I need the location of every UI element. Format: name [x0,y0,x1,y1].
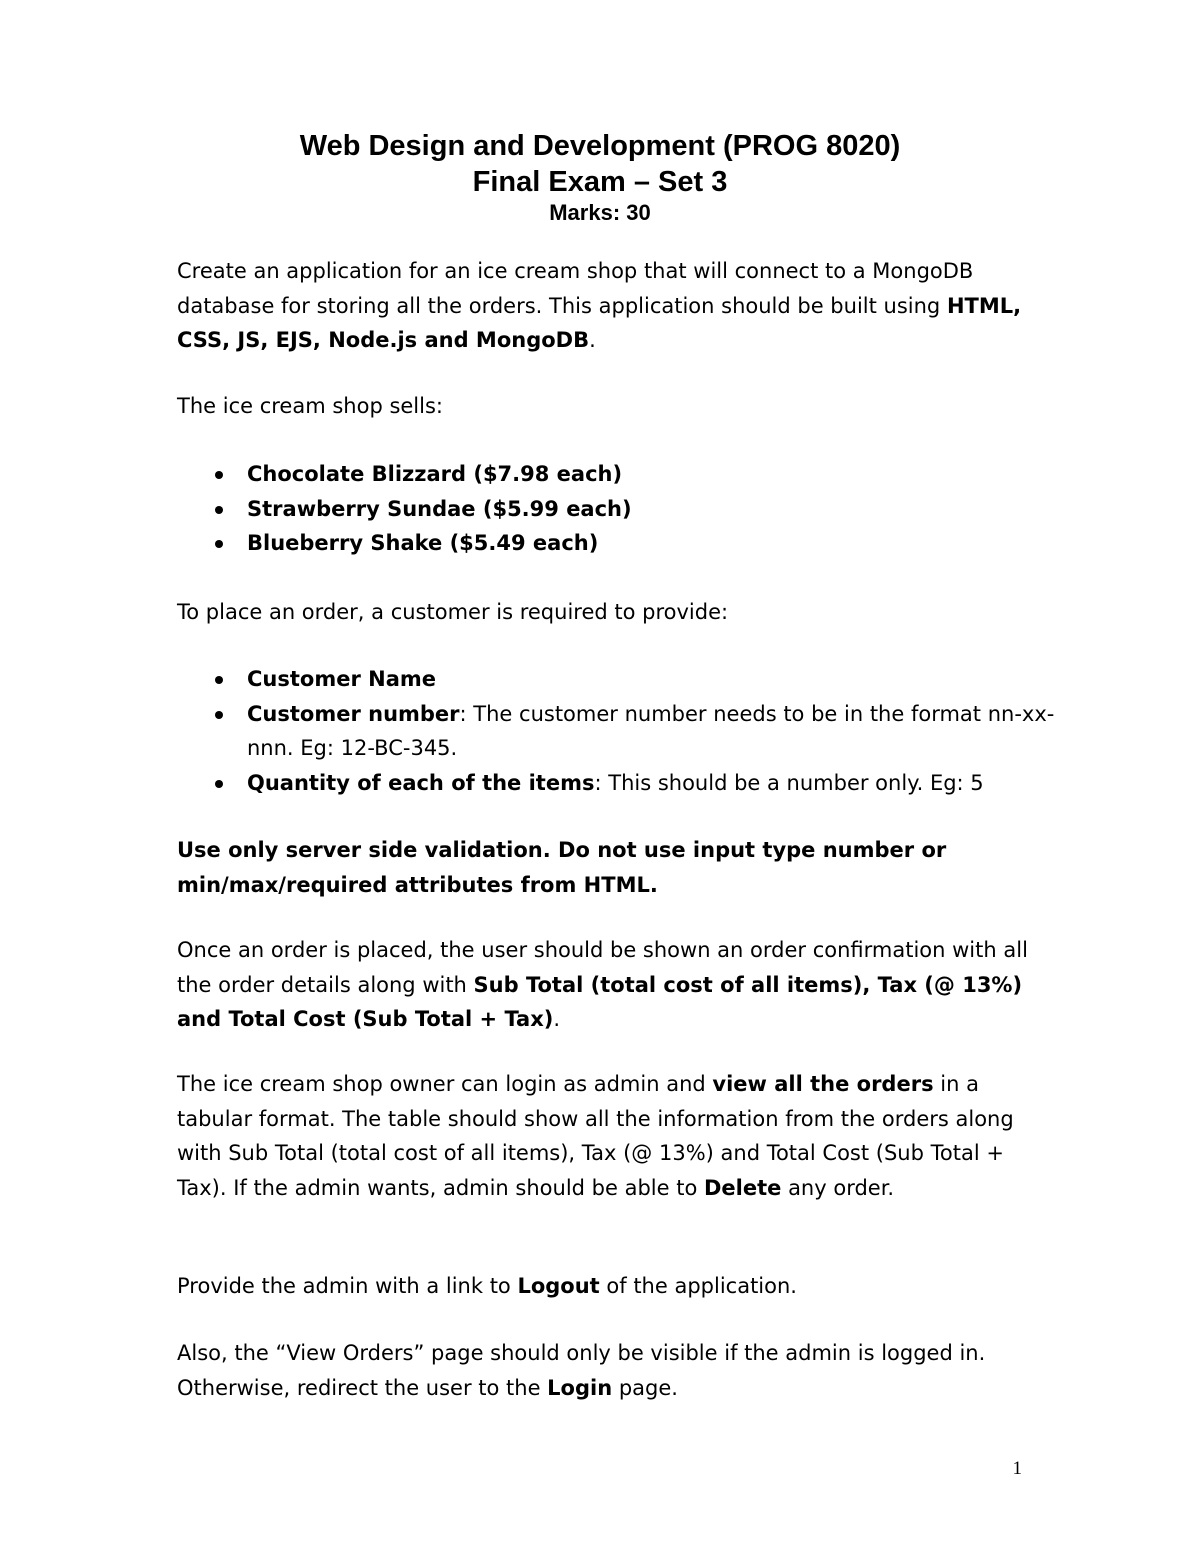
view-orders-paragraph [177,1336,1057,1405]
list-item [177,766,1057,801]
bullet-icon [215,471,223,479]
admin-end: any order. [781,1175,895,1200]
bullet-icon [215,540,223,548]
confirmation-end: . [553,1007,561,1031]
order-heading [177,595,1057,630]
confirmation-text: Once an order is placed, the user should be shown an order confirmation with all the order details along with [177,938,1028,997]
product-list [177,457,1057,561]
product-name: Blueberry Shake ($5.49 each) [247,531,599,555]
logout-bold: Logout [517,1274,600,1298]
bullet-icon [215,780,223,788]
logout-text: Provide the admin with a link to [177,1274,518,1298]
exam-set-subtitle: Final Exam – Set 3 [472,166,728,198]
requirement-label: Quantity of each of the items [247,770,595,795]
marks-label: Marks: 30 [549,200,651,225]
bullet-icon [215,711,223,719]
sells-heading [177,389,1057,424]
list-item [177,457,1057,492]
intro-tech-list: HTML, CSS, JS, EJS, Node.js and MongoDB [177,293,1022,352]
list-item [177,697,1057,766]
intro-end: . [589,328,596,352]
admin-paragraph [177,1067,1057,1205]
logout-paragraph [177,1269,1057,1304]
confirmation-paragraph [177,933,1057,1037]
page-number: 1 [1012,1458,1022,1479]
bullet-icon [215,506,223,514]
requirement-label: Customer Name [247,667,436,691]
product-name: Strawberry Sundae ($5.99 each) [247,496,632,521]
intro-text: Create an application for an ice cream shop that will connect to a MongoDB database for storing all the orders. This application should be built using [177,259,974,318]
requirements-list [177,662,1057,800]
admin-text: in a tabular format. The table should show all the information from the orders along with Sub Total (total cost of all items), Tax (@ 13%) and Total Cost (Sub Total + Tax). If the admin wants, admin should be able to [177,1072,1014,1200]
confirmation-bold: Sub Total (total cost of all items), Tax (@ 13%) and Total Cost (Sub Total + Tax) [177,972,1023,1031]
requirement-desc: : The customer number needs to be in the format nn-xx-nnn. Eg: 12-BC-345. [247,701,1055,760]
admin-text: The ice cream shop owner can login as admin and [177,1072,713,1096]
list-item [177,662,1057,697]
requirement-label: Customer number [247,701,460,726]
product-name: Chocolate Blizzard ($7.98 each) [247,462,623,486]
admin-bold-view: view all the orders [712,1072,934,1096]
document-title: Web Design and Development (PROG 8020) [299,130,901,162]
view-orders-bold: Login [547,1375,613,1400]
intro-paragraph [177,254,1057,358]
bullet-icon [215,676,223,684]
sells-heading-text: The ice cream shop sells: [177,394,443,418]
view-orders-text: Also, the “View Orders” page should only be visible if the admin is logged in. Otherwise, redirect the user to the [177,1341,986,1400]
validation-note-text: Use only server side validation. Do not use input type number or min/max/required attributes from HTML. [177,838,947,897]
validation-note [177,833,1057,902]
admin-bold-delete: Delete [703,1175,782,1200]
view-orders-end: page. [612,1375,678,1400]
list-item [177,526,1057,561]
list-item [177,492,1057,527]
requirement-desc: : This should be a number only. Eg: 5 [594,770,984,795]
order-heading-text: To place an order, a customer is required to provide: [177,600,729,624]
logout-end: of the application. [599,1274,797,1298]
